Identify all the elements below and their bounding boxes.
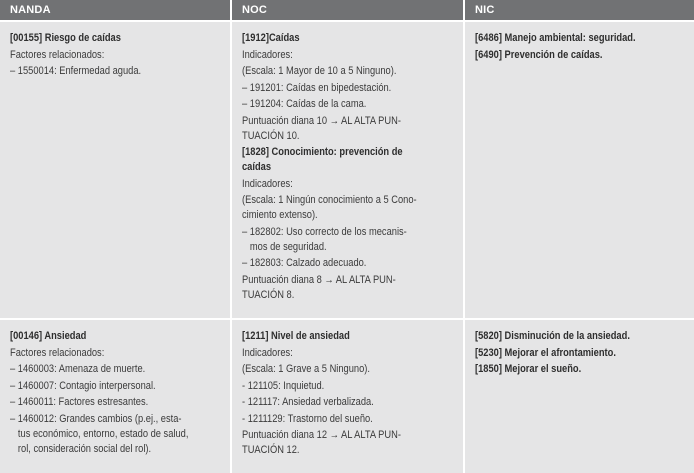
entry-text: – 1460011: Factores estresantes.	[10, 396, 149, 408]
entry-text: rol, consideración social del rol).	[17, 442, 152, 455]
entry-title: [1912]Caídas	[242, 32, 300, 44]
entry-text: (Escala: 1 Ningún conocimiento a 5 Cono-	[242, 194, 417, 206]
header-nic: NIC	[465, 0, 694, 20]
entry-text: – 1460007: Contagio interpersonal.	[10, 379, 156, 392]
entry-title: [1211] Nivel de ansiedad	[242, 330, 350, 342]
entry-text: TUACIÓN 10.	[242, 129, 300, 142]
row2-nanda-cell	[0, 320, 230, 473]
entry-title: [1828] Conocimiento: prevención de	[242, 146, 403, 158]
entry-text: - 121117: Ansiedad verbalizada.	[242, 396, 374, 408]
entry-title: [1850] Mejorar el sueño.	[475, 363, 582, 375]
entry-text: Factores relacionados:	[10, 48, 105, 61]
entry-text: TUACIÓN 12.	[242, 444, 300, 456]
entry-title: [5230] Mejorar el afrontamiento.	[475, 346, 616, 359]
row1-nic-cell	[465, 22, 694, 318]
entry-text: TUACIÓN 8.	[242, 288, 295, 301]
row1-noc-cell	[232, 22, 463, 318]
row2-nic-cell	[465, 320, 694, 473]
entry-text: Puntuación diana 12 → AL ALTA PUN-	[242, 429, 401, 441]
entry-text: – 182803: Calzado adecuado.	[242, 257, 367, 269]
entry-text: – 1460003: Amenaza de muerte.	[10, 363, 146, 375]
entry-text: – 191201: Caídas en bipedestación.	[242, 81, 392, 94]
entry-title: [6490] Prevención de caídas.	[475, 48, 603, 61]
entry-text: Indicadores:	[242, 346, 293, 359]
entry-text: – 1550014: Enfermedad aguda.	[10, 65, 142, 77]
entry-text: Puntuación diana 8 → AL ALTA PUN-	[242, 273, 396, 286]
entry-text: – 182802: Uso correcto de los mecanis-	[242, 225, 407, 238]
entry-text: Puntuación diana 10 → AL ALTA PUN-	[242, 114, 401, 127]
entry-title: [00155] Riesgo de caídas	[10, 32, 121, 44]
entry-text: Indicadores:	[242, 177, 293, 190]
entry-text: mos de seguridad.	[249, 240, 327, 253]
entry-title: caídas	[242, 161, 272, 173]
entry-text: (Escala: 1 Grave a 5 Ninguno).	[242, 363, 370, 375]
entry-text: Indicadores:	[242, 48, 293, 61]
entry-title: [00146] Ansiedad	[10, 330, 87, 342]
entry-title: [5820] Disminución de la ansiedad.	[475, 330, 630, 342]
row2-noc-cell	[232, 320, 463, 473]
entry-text: (Escala: 1 Mayor de 10 a 5 Ninguno).	[242, 65, 397, 77]
entry-text: – 191204: Caídas de la cama.	[242, 98, 367, 110]
entry-text: – 1460012: Grandes cambios (p.ej., esta-	[10, 412, 182, 425]
row1-nanda-cell	[0, 22, 230, 318]
entry-text: tus económico, entorno, estado de salud,	[17, 427, 189, 440]
header-nanda: NANDA	[0, 0, 230, 20]
entry-text: - 121105: Inquietud.	[242, 379, 325, 392]
entry-text: Factores relacionados:	[10, 346, 105, 359]
entry-text: - 1211129: Trastorno del sueño.	[242, 412, 373, 425]
entry-title: [6486] Manejo ambiental: seguridad.	[475, 32, 636, 44]
header-noc: NOC	[232, 0, 463, 20]
entry-text: cimiento extenso).	[242, 209, 318, 221]
